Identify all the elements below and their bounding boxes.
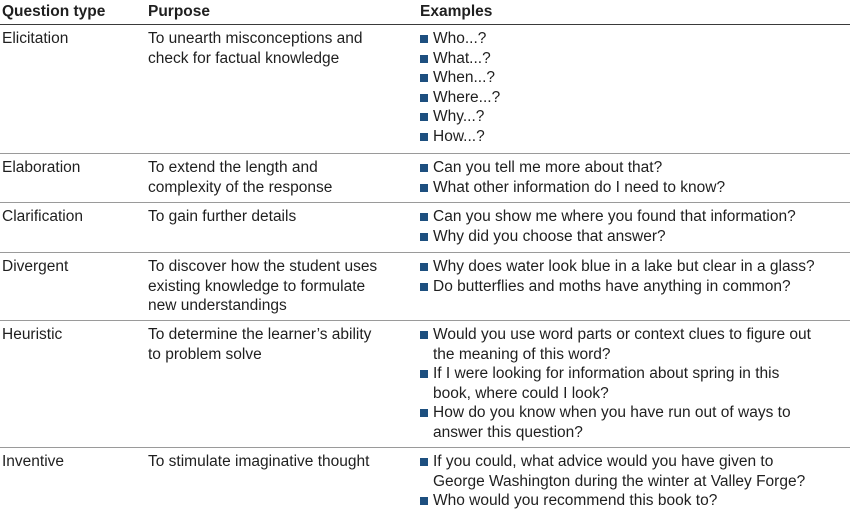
example-line: the meaning of this word? [433,345,611,363]
square-bullet-icon [420,164,428,172]
question-type-cell: Inventive [2,453,65,470]
examples-list [420,158,850,197]
purpose-line: To discover how the student uses [148,258,378,275]
example-line: If you could, what advice would you have given to [433,453,774,470]
square-bullet-icon [420,497,428,505]
question-type-cell: Elaboration [2,159,81,176]
table-row [0,253,850,321]
examples-cell [420,158,850,197]
square-bullet-icon [420,74,428,82]
square-bullet-icon [420,370,428,378]
purpose-line: To determine the learner’s ability [148,326,372,343]
example-line: If I were looking for information about spring in this [433,365,780,382]
example-item [420,158,850,178]
square-bullet-icon [420,458,428,466]
example-item [420,68,850,88]
examples-cell [420,325,850,442]
example-item [420,178,850,198]
square-bullet-icon [420,409,428,417]
example-item [420,257,850,277]
examples-list [420,257,850,296]
example-line: Why does water look blue in a lake but clear in a glass? [433,258,815,275]
examples-cell [420,29,850,146]
purpose-cell [148,207,410,227]
example-item [420,403,850,442]
table-row [0,154,850,203]
examples-cell [420,257,850,296]
example-item [420,88,850,108]
table-row [0,448,850,512]
table-row [0,25,850,154]
table-row [0,321,850,448]
table-header-row [0,0,850,25]
header-examples: Examples [420,3,493,20]
example-item [420,107,850,127]
example-line: Why...? [433,108,485,125]
example-item [420,49,850,69]
square-bullet-icon [420,184,428,192]
examples-list [420,325,850,442]
example-item [420,207,850,227]
purpose-line: to problem solve [148,345,262,363]
header-question-type: Question type [2,3,106,20]
purpose-cell [148,29,410,68]
example-line: Who would you recommend this book to? [433,492,718,509]
example-line: What other information do I need to know? [433,178,726,196]
table-row [0,203,850,253]
example-line: Can you show me where you found that information? [433,208,796,225]
example-item [420,277,850,297]
purpose-line: To gain further details [148,208,297,225]
question-type-cell: Clarification [2,208,83,225]
example-item [420,325,850,364]
header-purpose: Purpose [148,3,211,20]
purpose-cell [148,257,410,316]
example-line: Where...? [433,88,501,106]
purpose-line: check for factual knowledge [148,49,340,67]
square-bullet-icon [420,113,428,121]
example-line: answer this question? [433,423,583,441]
example-line: George Washington during the winter at Valley Forge? [433,472,806,490]
example-line: Who...? [433,30,487,47]
question-type-cell: Elicitation [2,30,69,47]
example-item [420,127,850,147]
square-bullet-icon [420,35,428,43]
square-bullet-icon [420,331,428,339]
example-line: How...? [433,127,485,145]
square-bullet-icon [420,233,428,241]
purpose-cell [148,452,410,472]
example-line: How do you know when you have run out of ways to [433,404,791,421]
purpose-line: To stimulate imaginative thought [148,453,370,470]
example-item [420,364,850,403]
example-line: Can you tell me more about that? [433,159,663,176]
square-bullet-icon [420,94,428,102]
square-bullet-icon [420,283,428,291]
question-type-cell: Heuristic [2,326,63,343]
example-item [420,227,850,247]
purpose-line: To extend the length and [148,159,318,176]
square-bullet-icon [420,133,428,141]
example-item [420,452,850,491]
square-bullet-icon [420,263,428,271]
examples-cell [420,452,850,511]
purpose-cell [148,325,410,364]
purpose-line: new understandings [148,297,287,314]
purpose-cell [148,158,410,197]
example-line: Why did you choose that answer? [433,227,666,245]
purpose-line: To unearth misconceptions and [148,30,363,47]
examples-list [420,452,850,511]
purpose-line: existing knowledge to formulate [148,277,366,295]
examples-cell [420,207,850,246]
example-line: book, where could I look? [433,384,609,402]
example-line: When...? [433,69,496,86]
square-bullet-icon [420,55,428,63]
example-item [420,491,850,511]
square-bullet-icon [420,213,428,221]
examples-list [420,207,850,246]
example-line: Do butterflies and moths have anything in common? [433,277,791,295]
example-item [420,29,850,49]
purpose-line: complexity of the response [148,178,333,196]
question-type-cell: Divergent [2,258,69,275]
examples-list [420,29,850,146]
example-line: Would you use word parts or context clues to figure out [433,326,811,343]
example-line: What...? [433,49,491,67]
